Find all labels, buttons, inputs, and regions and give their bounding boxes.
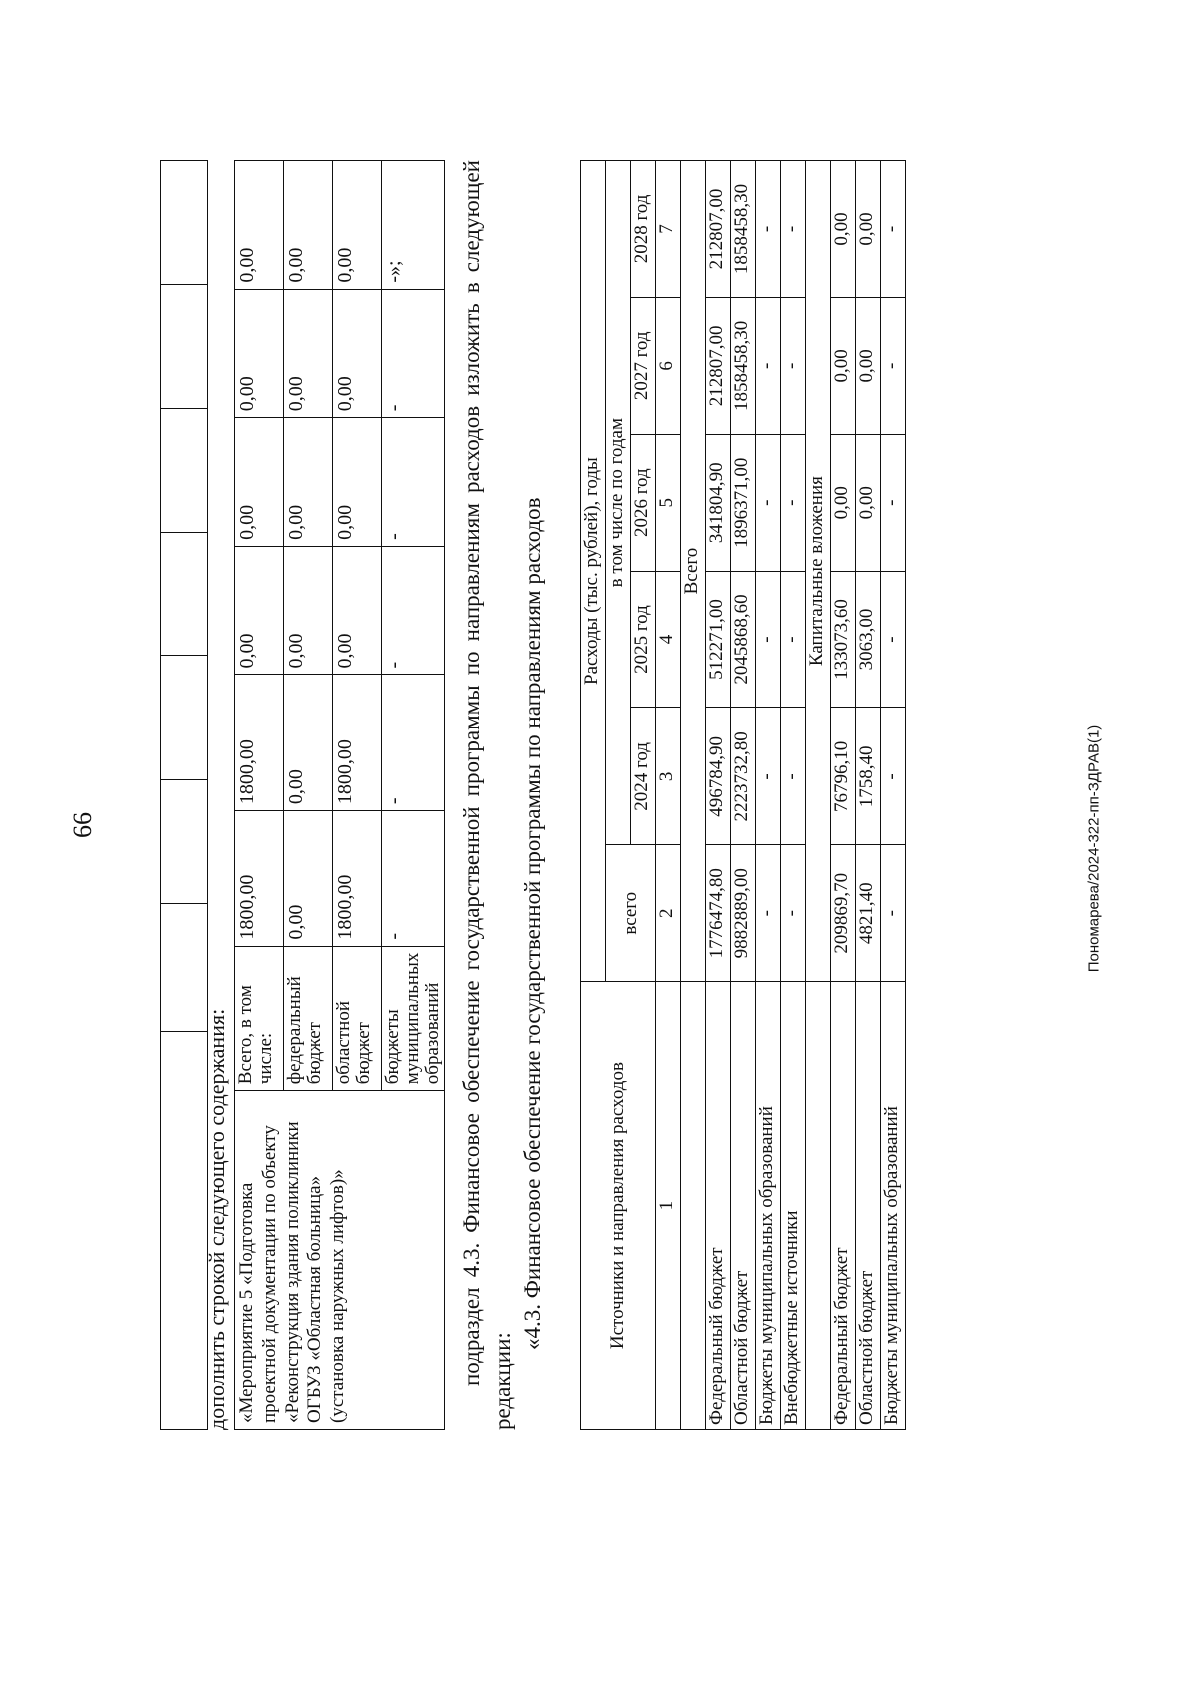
row-value: 2223732,80 bbox=[731, 708, 756, 845]
year-header: 2025 год bbox=[631, 571, 656, 708]
row-value: - bbox=[881, 708, 906, 845]
measure-value: 0,00 bbox=[235, 546, 284, 675]
row-value: 341804,90 bbox=[706, 434, 731, 571]
add-line-text: дополнить строкой следующего содержания: bbox=[204, 1008, 229, 1430]
row-value: - bbox=[756, 708, 781, 845]
row-value: 4821,40 bbox=[856, 845, 881, 982]
row-value: 1896371,00 bbox=[731, 434, 756, 571]
rotated-content bbox=[160, 160, 1060, 1500]
row-value: - bbox=[781, 434, 806, 571]
measure-value: 0,00 bbox=[333, 418, 382, 547]
section-title: «4.3. Финансовое обеспечение государственной программы по направлениям расходов bbox=[520, 497, 545, 1350]
row-source-name: Федеральный бюджет bbox=[706, 982, 731, 1430]
page-number: 66 bbox=[68, 812, 97, 838]
row-value: - bbox=[881, 434, 906, 571]
row-value: 0,00 bbox=[856, 297, 881, 434]
measure-row bbox=[235, 161, 284, 1430]
measure-row-label: федеральный бюджет bbox=[284, 946, 333, 1091]
row-source-name: Областной бюджет bbox=[731, 982, 756, 1430]
table-row bbox=[831, 161, 856, 1430]
measure-value: 0,00 bbox=[333, 161, 382, 290]
measure-value: 0,00 bbox=[284, 811, 333, 947]
measure-table bbox=[234, 160, 445, 1430]
measure-row-label: бюджеты муниципальных образований bbox=[382, 946, 445, 1091]
row-value: - bbox=[756, 161, 781, 298]
row-value: 212807,00 bbox=[706, 161, 731, 298]
row-value: 212807,00 bbox=[706, 297, 731, 434]
row-value: 2045868,60 bbox=[731, 571, 756, 708]
row-value: 3063,00 bbox=[856, 571, 881, 708]
header-by-year: в том числе по годам bbox=[606, 161, 631, 845]
measure-value: - bbox=[382, 675, 445, 811]
column-number: 1 bbox=[656, 982, 681, 1430]
row-value: 1858458,30 bbox=[731, 297, 756, 434]
measure-value: 1800,00 bbox=[333, 811, 382, 947]
table-row bbox=[706, 161, 731, 1430]
row-value: - bbox=[781, 708, 806, 845]
row-value: 512271,00 bbox=[706, 571, 731, 708]
document-stamp: Пономарева/2024-322-пп-ЗДРАВ(1) bbox=[1085, 724, 1103, 973]
row-value: 76796,10 bbox=[831, 708, 856, 845]
table-row bbox=[856, 161, 881, 1430]
section-blank bbox=[681, 982, 706, 1430]
measure-value: 1800,00 bbox=[333, 675, 382, 811]
row-value: 1858458,30 bbox=[731, 161, 756, 298]
section-title-cell: Всего bbox=[681, 161, 706, 982]
measure-value: 0,00 bbox=[333, 289, 382, 418]
row-value: 0,00 bbox=[856, 434, 881, 571]
row-value: 133073,60 bbox=[831, 571, 856, 708]
measure-value: 0,00 bbox=[235, 418, 284, 547]
row-value: 209869,70 bbox=[831, 845, 856, 982]
row-source-name: Федеральный бюджет bbox=[831, 982, 856, 1430]
table-row bbox=[756, 161, 781, 1430]
row-value: 496784,90 bbox=[706, 708, 731, 845]
column-number: 7 bbox=[656, 161, 681, 298]
measure-row-label: Всего, в том числе: bbox=[235, 946, 284, 1091]
row-value: - bbox=[756, 845, 781, 982]
measure-value: 0,00 bbox=[284, 546, 333, 675]
row-value: - bbox=[756, 297, 781, 434]
measure-value: 1800,00 bbox=[235, 811, 284, 947]
row-value: - bbox=[781, 845, 806, 982]
row-value: - bbox=[756, 434, 781, 571]
row-value: - bbox=[781, 571, 806, 708]
measure-value: - bbox=[382, 546, 445, 675]
row-value: 0,00 bbox=[831, 434, 856, 571]
expenses-table bbox=[580, 160, 906, 1430]
table-row bbox=[881, 161, 906, 1430]
measure-value: 0,00 bbox=[284, 161, 333, 290]
header-total: всего bbox=[606, 845, 656, 982]
row-value: - bbox=[881, 845, 906, 982]
measure-value: 0,00 bbox=[284, 675, 333, 811]
measure-title: «Мероприятие 5 «Подготовка проектной документации по объекту «Реконструкция здания поликлиники ОГБУЗ «Областная больница» (установка наружных лифтов)» bbox=[235, 1091, 445, 1430]
row-source-name: Внебюджетные источники bbox=[781, 982, 806, 1430]
row-value: 0,00 bbox=[831, 297, 856, 434]
table-row bbox=[781, 161, 806, 1430]
year-header: 2028 год bbox=[631, 161, 656, 298]
paragraph-text: подраздел 4.3. Финансовое обеспечение государственной программы по направлениям расходов изложить в следующей редакции: bbox=[459, 160, 516, 1430]
row-value: - bbox=[781, 161, 806, 298]
measure-value: 1800,00 bbox=[235, 675, 284, 811]
measure-value: 0,00 bbox=[333, 546, 382, 675]
row-value: 0,00 bbox=[831, 161, 856, 298]
row-source-name: Областной бюджет bbox=[856, 982, 881, 1430]
column-number: 3 bbox=[656, 708, 681, 845]
row-value: - bbox=[881, 571, 906, 708]
row-value: 1776474,80 bbox=[706, 845, 731, 982]
measure-row-label: областной бюджет bbox=[333, 946, 382, 1091]
row-value: - bbox=[756, 571, 781, 708]
header-expenses: Расходы (тыс. рублей), годы bbox=[581, 161, 606, 982]
table-row bbox=[731, 161, 756, 1430]
row-value: 0,00 bbox=[856, 161, 881, 298]
year-header: 2027 год bbox=[631, 297, 656, 434]
section-row bbox=[806, 161, 831, 1430]
header-source: Источники и направления расходов bbox=[581, 982, 656, 1430]
measure-value: - bbox=[382, 418, 445, 547]
row-source-name: Бюджеты муниципальных образований bbox=[881, 982, 906, 1430]
measure-value: 0,00 bbox=[235, 161, 284, 290]
row-source-name: Бюджеты муниципальных образований bbox=[756, 982, 781, 1430]
measure-value: 0,00 bbox=[235, 289, 284, 418]
row-value: 9882889,00 bbox=[731, 845, 756, 982]
measure-table-header bbox=[160, 160, 208, 1430]
column-number: 6 bbox=[656, 297, 681, 434]
year-header: 2026 год bbox=[631, 434, 656, 571]
measure-value: 0,00 bbox=[284, 289, 333, 418]
measure-value: -»; bbox=[382, 161, 445, 290]
section-row bbox=[681, 161, 706, 1430]
column-number: 2 bbox=[656, 845, 681, 982]
row-value: - bbox=[881, 297, 906, 434]
section-title-cell: Капитальные вложения bbox=[806, 161, 831, 982]
row-value: - bbox=[781, 297, 806, 434]
year-header: 2024 год bbox=[631, 708, 656, 845]
column-number: 5 bbox=[656, 434, 681, 571]
row-value: - bbox=[881, 161, 906, 298]
column-number: 4 bbox=[656, 571, 681, 708]
section-blank bbox=[806, 982, 831, 1430]
row-value: 1758,40 bbox=[856, 708, 881, 845]
measure-value: - bbox=[382, 289, 445, 418]
measure-value: - bbox=[382, 811, 445, 947]
measure-value: 0,00 bbox=[284, 418, 333, 547]
